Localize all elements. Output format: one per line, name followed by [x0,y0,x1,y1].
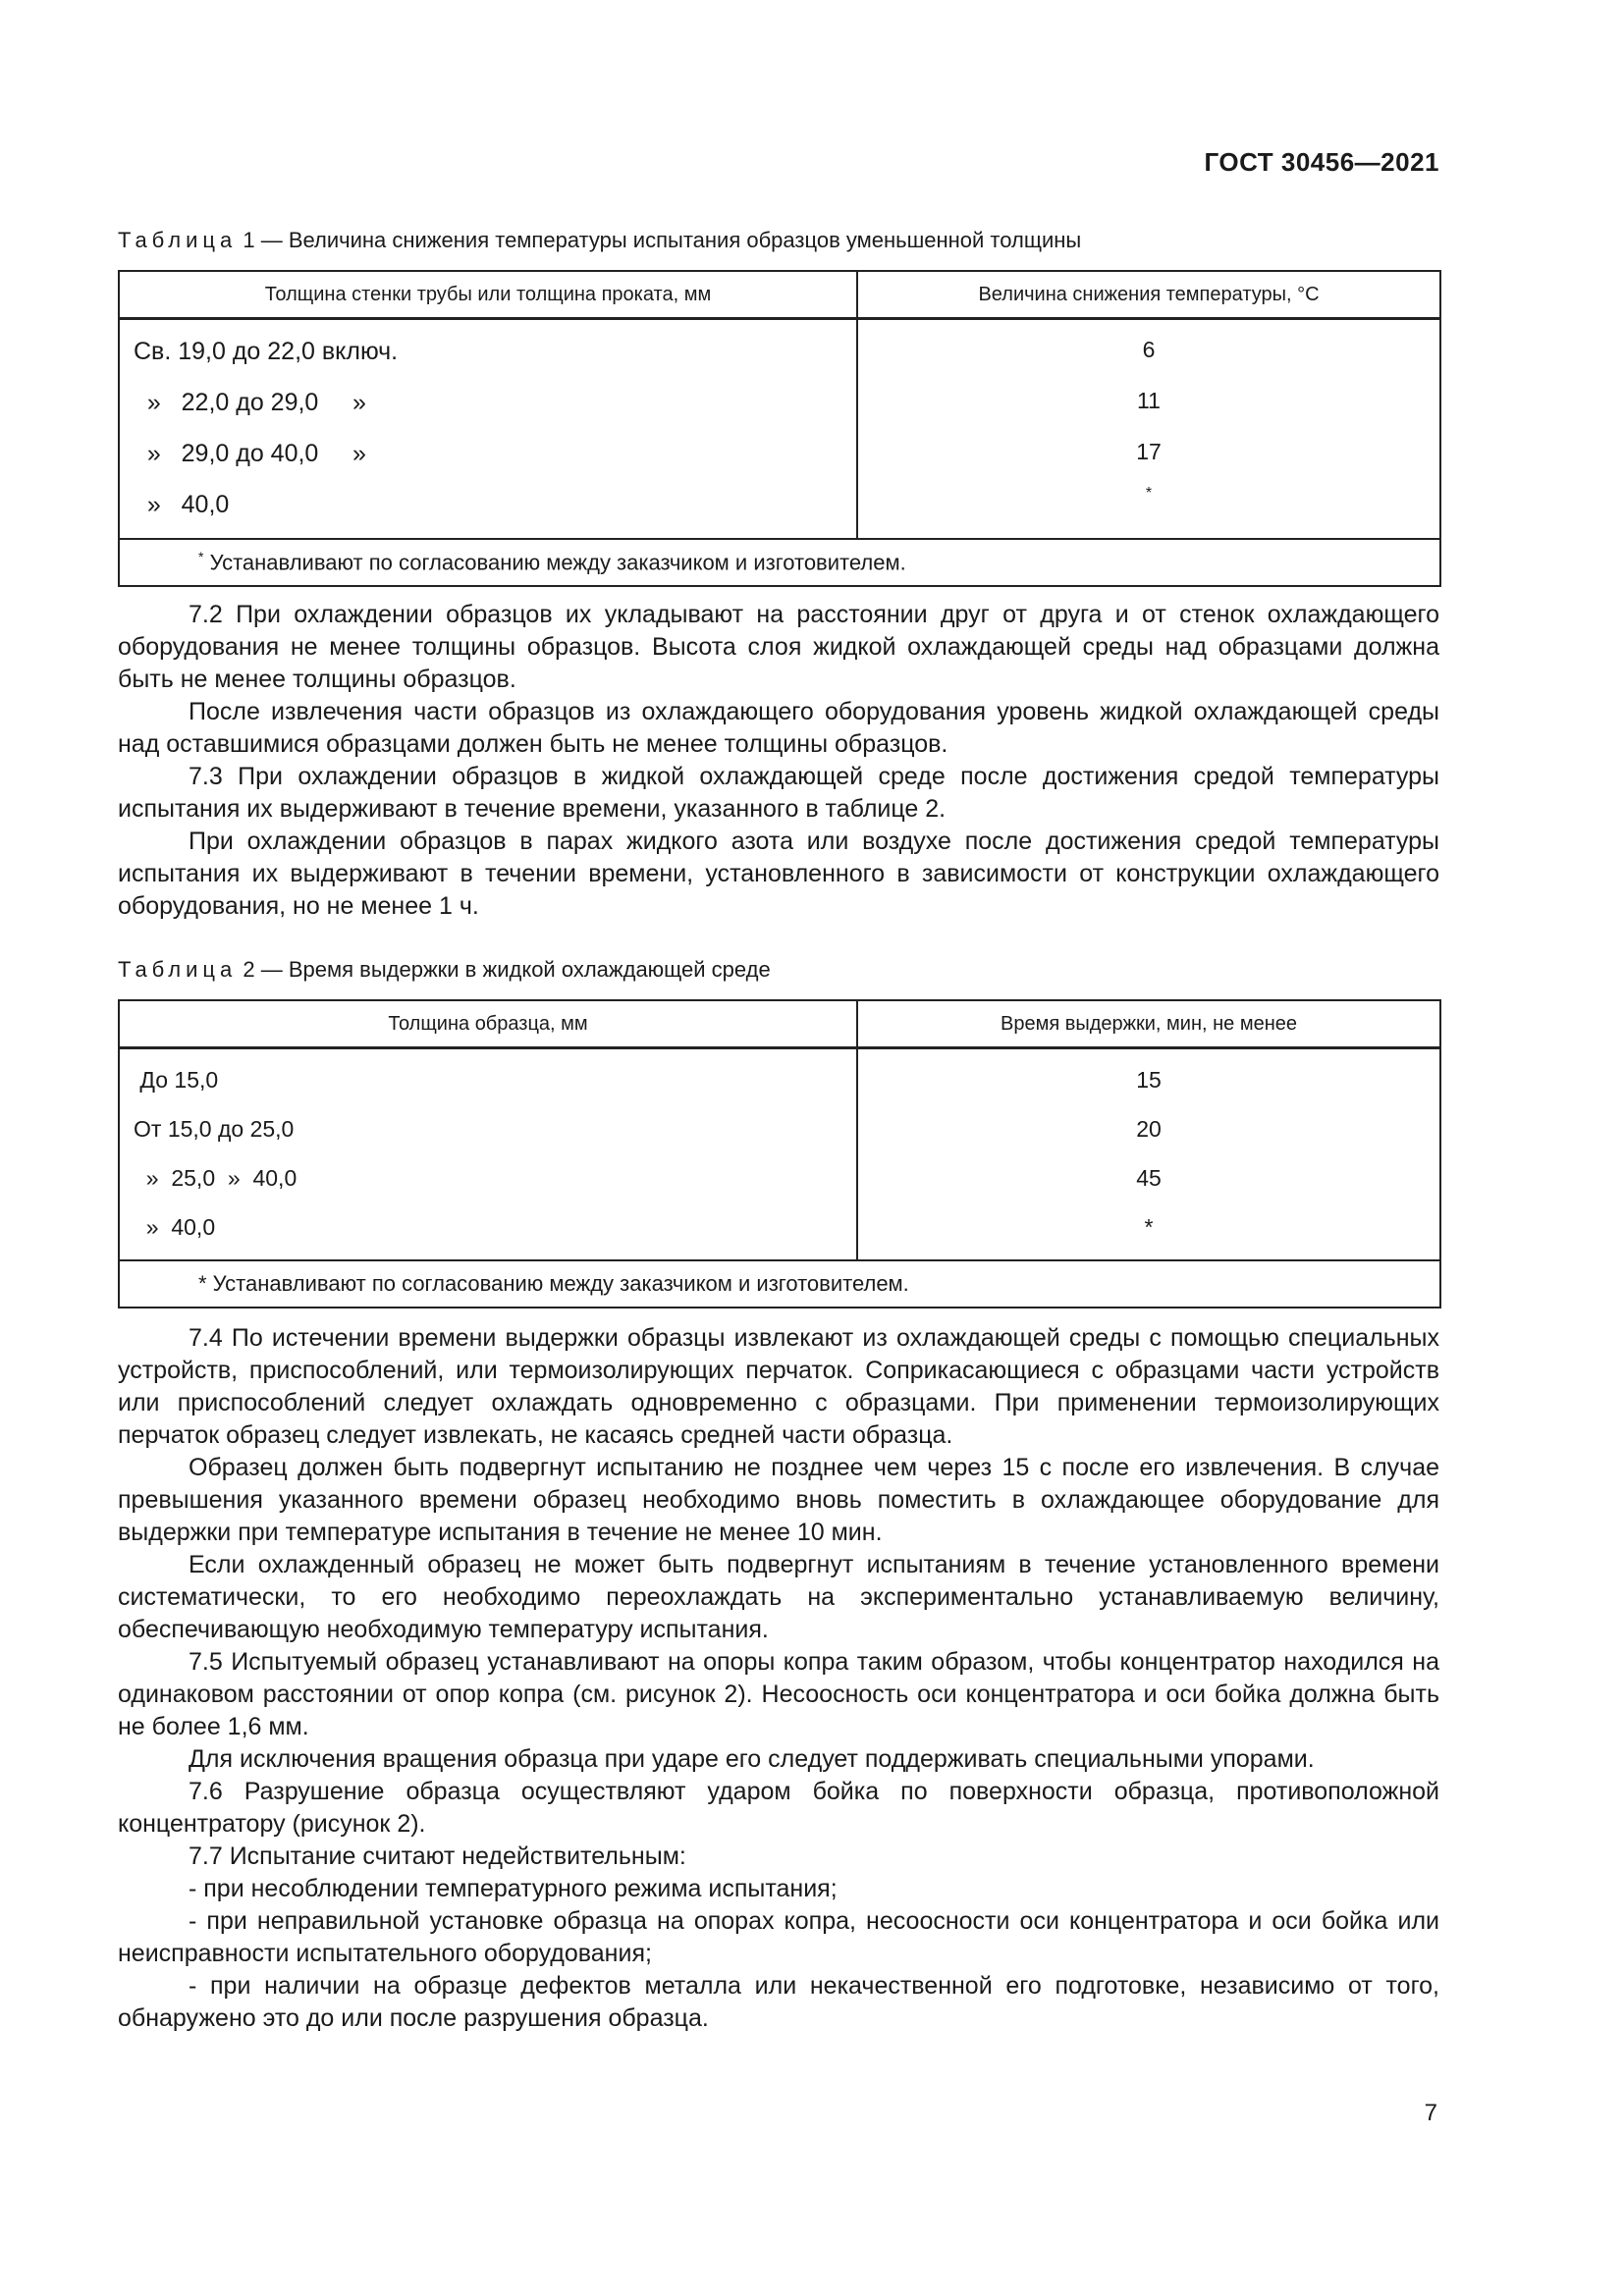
table1-row-value: 6 [1142,337,1156,362]
table1-header-thickness: Толщина стенки трубы или толщина проката, мм [119,271,857,319]
table1-caption [118,228,1081,253]
table1-caption-text: 1 — Величина снижения температуры испытания образцов уменьшенной толщины [237,228,1082,252]
table1-row-thickness: Св. 19,0 до 22,0 включ. [134,338,399,365]
table1-row-thickness: » 29,0 до 40,0 » [134,440,366,467]
table2-row-thickness: » 25,0 » 40,0 [134,1165,298,1191]
table2-header-thickness: Толщина образца, мм [119,1000,857,1048]
paragraph: При охлаждении образцов в парах жидкого азота или воздухе после достижения средой температуры испытания их выдерживают в течении времени, установленного в зависимости от конструкции охлаждающего оборудования, но не менее 1 ч. [118,828,1439,920]
page-number: 7 [1424,2100,1437,2126]
paragraph: Образец должен быть подвергнут испытанию не позднее чем через 15 с после его извлечения. В случае превышения указанного времени образец необходимо вновь поместить в охлаждающее оборудование для выдержки при температуре испытания в течение не менее 10 мин. [118,1454,1439,1546]
table2 [118,999,1441,1308]
table1-row-thickness: » 40,0 [134,491,230,518]
table1-caption-prefix: Таблица [118,228,238,252]
list-item: - при наличии на образце дефектов металла или некачественной его подготовке, независимо от того, обнаружено это до или после разрушения образца. [118,1972,1439,2032]
table2-row-value: 45 [1136,1165,1162,1191]
paragraph: Для исключения вращения образца при ударе его следует поддерживать специальными упорами. [189,1745,1315,1773]
table1-row-value: 17 [1136,439,1162,464]
paragraph: 7.4 По истечении времени выдержки образцы извлекают из охлаждающей среды с помощью специальных устройств, приспособлений, или термоизолирующих перчаток. Соприкасающиеся с образцами части устройств или приспособлений следует охлаждать одновременно с образцами. При применении термоизолирующих перчаток образец следует извлекать, не касаясь средней части образца. [118,1324,1439,1449]
table2-caption-text: 2 — Время выдержки в жидкой охлаждающей среде [237,957,771,982]
table2-row-thickness: » 40,0 [134,1214,216,1240]
paragraph: 7.6 Разрушение образца осуществляют ударом бойка по поверхности образца, противоположной концентратору (рисунок 2). [118,1778,1439,1838]
table1-footnote [119,539,1440,586]
list-item: - при неправильной установке образца на опорах копра, несоосности оси концентратора и оси бойка или неисправности испытательного оборудования; [118,1907,1439,1967]
table2-row-value: 20 [1136,1116,1162,1142]
table1-row-value: 11 [1137,388,1161,413]
table1 [118,270,1441,587]
table1-row-value: * [1145,485,1153,502]
table1-footnote-text: Устанавливают по согласованию между заказчиком и изготовителем. [203,550,906,575]
paragraph: После извлечения части образцов из охлаждающего оборудования уровень жидкой охлаждающей среды над оставшимися образцами должен быть не менее толщины образцов. [118,698,1439,758]
section-7-2-7-3 [118,599,1439,923]
paragraph: 7.5 Испытуемый образец устанавливают на опоры копра таким образом, чтобы концентратор находился на одинаковом расстоянии от опор копра (см. рисунок 2). Несоосность оси концентратора и оси бойка должна быть не более 1,6 мм. [118,1648,1439,1740]
table2-row-value: 15 [1136,1067,1162,1093]
section-7-4-7-7 [118,1322,1439,2035]
table2-row-value: * [1144,1214,1154,1240]
table2-footnote: * Устанавливают по согласованию между заказчиком и изготовителем. [119,1260,1440,1308]
table1-header-value: Величина снижения температуры, °С [857,271,1440,319]
table2-caption-prefix: Таблица [118,957,238,982]
paragraph: 7.2 При охлаждении образцов их укладывают на расстоянии друг от друга и от стенок охлаждающего оборудования не менее толщины образцов. Высота слоя жидкой охлаждающей среды над образцами должна быть не менее толщины образцов. [118,601,1439,693]
table1-row-thickness: » 22,0 до 29,0 » [134,389,366,416]
list-item: - при несоблюдении температурного режима испытания; [189,1875,838,1902]
table1-footnote-mark: * [198,549,204,565]
table2-row-thickness: До 15,0 [134,1067,219,1093]
table2-header-value: Время выдержки, мин, не менее [857,1000,1440,1048]
paragraph: 7.7 Испытание считают недействительным: [189,1842,686,1870]
table2-caption [118,957,771,983]
paragraph: 7.3 При охлаждении образцов в жидкой охлаждающей среде после достижения средой температуры испытания их выдерживают в течение времени, указанного в таблице 2. [118,763,1439,823]
document-code: ГОСТ 30456—2021 [1204,147,1439,177]
paragraph: Если охлажденный образец не может быть подвергнут испытаниям в течение установленного времени систематически, то его необходимо переохлаждать на экспериментально устанавливаемую величину, обеспечивающую необходимую температуру испытания. [118,1551,1439,1643]
table2-row-thickness: От 15,0 до 25,0 [134,1116,295,1142]
